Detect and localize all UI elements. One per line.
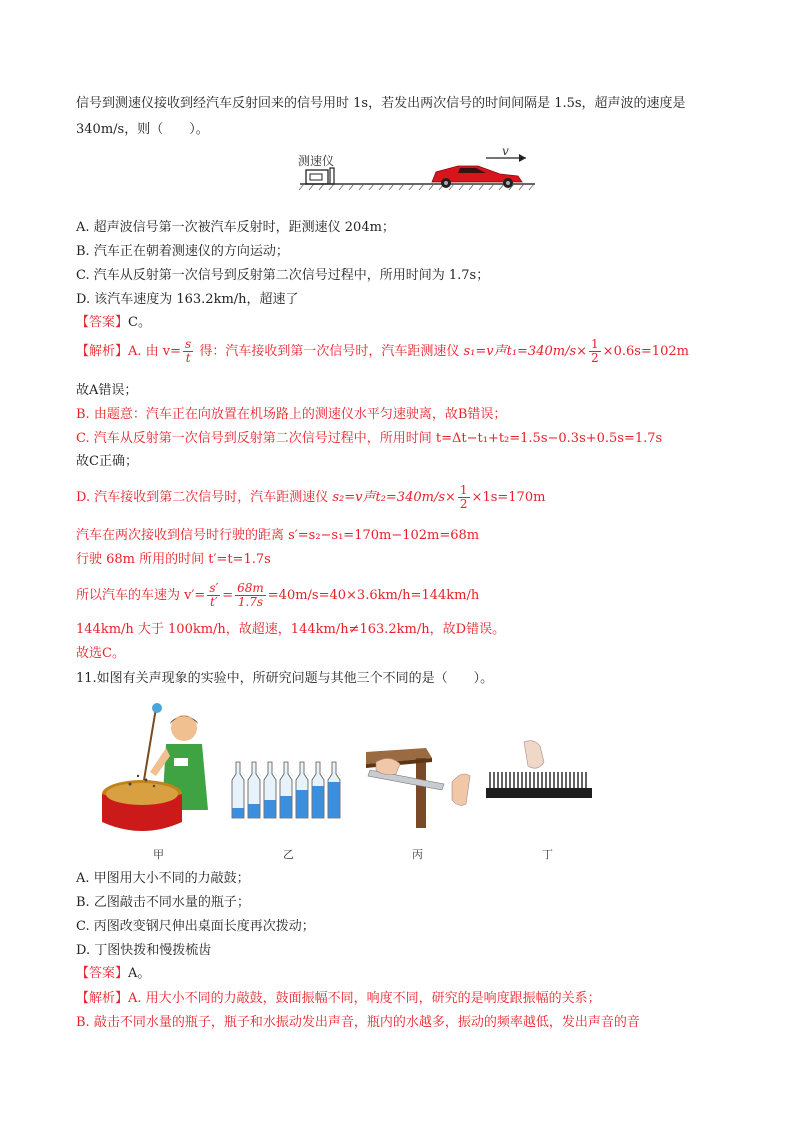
half-den: 2 bbox=[459, 497, 468, 511]
speed-end: =40m/s=40×3.6km/h=144km/h bbox=[267, 588, 480, 603]
speed-meter-label: 测速仪 bbox=[298, 154, 335, 168]
answer-value: A。 bbox=[128, 966, 151, 981]
q11-stem: 11.如图有关声现象的实验中，所研究问题与其他三个不同的是（ ）。 bbox=[76, 671, 494, 686]
frac-den: 1.7s bbox=[237, 595, 264, 609]
frac-num: s′ bbox=[209, 581, 219, 595]
analysis-a-text: A. 用大小不同的力敲鼓，鼓面振幅不同，响度不同，研究的是响度跟振幅的关系； bbox=[128, 991, 601, 1006]
q10-analysis-c-result: 故C正确； bbox=[76, 454, 138, 469]
fig-label-jia: 甲 bbox=[153, 848, 164, 861]
q10-stem-line1: 信号到测速仪接收到经汽车反射回来的信号用时 1s，若发出两次信号的时间间隔是 1.5s，超声波的速度是 bbox=[76, 96, 686, 111]
answer-value: C。 bbox=[128, 315, 151, 330]
fig-label-yi: 乙 bbox=[283, 848, 294, 861]
q10-time-line: 行驶 68m 所用的时间 t′=t=1.7s bbox=[76, 552, 271, 567]
frac-num: s bbox=[185, 337, 192, 351]
q11-option-a: A. 甲图用大小不同的力敲鼓； bbox=[76, 871, 250, 886]
q10-compare-line: 144km/h 大于 100km/h，故超速，144km/h≠163.2km/h，故D错误。 bbox=[76, 622, 506, 637]
half-den: 2 bbox=[591, 351, 599, 365]
q10-analysis-b: B. 由题意：汽车正在向放置在机场路上的测速仪水平匀速驶离，故B错误； bbox=[76, 407, 507, 422]
q10-analysis-a-result: 故A错误； bbox=[76, 383, 138, 398]
q10-analysis-d bbox=[76, 484, 545, 511]
frac-den: t bbox=[185, 351, 191, 365]
answer-tag: 【答案】 bbox=[76, 315, 129, 330]
q11-option-d: D. 丁图快拨和慢拨梳齿 bbox=[76, 943, 212, 958]
half-num: 1 bbox=[459, 483, 468, 497]
fig-label-bing: 丙 bbox=[412, 848, 423, 861]
q10-option-b: B. 汽车正在朝着测速仪的方向运动； bbox=[76, 244, 289, 259]
drum-figure bbox=[100, 700, 220, 840]
q11-option-c: C. 丙图改变钢尺伸出桌面长度再次拨动； bbox=[76, 919, 315, 934]
bottles-figure bbox=[228, 760, 354, 820]
q11-option-b: B. 乙图敲击不同水量的瓶子； bbox=[76, 895, 250, 910]
half-num: 1 bbox=[591, 337, 599, 351]
q10-speed-line bbox=[76, 582, 479, 609]
q10-choose-line: 故选C。 bbox=[76, 646, 125, 661]
analysis-d-end: ×1s=170m bbox=[471, 490, 546, 505]
q11-answer bbox=[76, 965, 150, 983]
analysis-a-end: ×0.6s=102m bbox=[602, 344, 689, 359]
analysis-a-formula: s₁=v声t₁=340m/s× bbox=[463, 344, 588, 359]
ruler-table-figure bbox=[366, 742, 476, 838]
q11-analysis-b: B. 敲击不同水量的瓶子，瓶子和水振动发出声音，瓶内的水越多，振动的频率越低，发出声音的音 bbox=[76, 1015, 640, 1030]
q10-option-c: C. 汽车从反射第一次信号到反射第二次信号过程中，所用时间为 1.7s； bbox=[76, 268, 490, 283]
q11-analysis-a bbox=[76, 990, 601, 1008]
comb-figure bbox=[484, 738, 594, 808]
q10-analysis-c: C. 汽车从反射第一次信号到反射第二次信号过程中，所用时间 t=Δt−t₁+t₂=1.5s−0.3s+0.5s=1.7s bbox=[76, 431, 663, 446]
analysis-tag: 【解析】 bbox=[76, 344, 129, 359]
frac-num: 68m bbox=[237, 581, 264, 595]
fig-label-ding: 丁 bbox=[542, 848, 553, 861]
analysis-tag: 【解析】 bbox=[76, 991, 129, 1006]
analysis-a-mid: 得：汽车接收到第一次信号时，汽车距测速仪 bbox=[195, 344, 464, 359]
analysis-d-formula: s₂=v声t₂=340m/s× bbox=[332, 490, 456, 505]
speed-pre: 所以汽车的车速为 v′= bbox=[76, 588, 206, 603]
answer-tag: 【答案】 bbox=[76, 966, 129, 981]
frac-den: t′ bbox=[210, 595, 218, 609]
analysis-a-pre: A. 由 v= bbox=[128, 344, 182, 359]
analysis-d-pre: D. 汽车接收到第二次信号时，汽车距测速仪 bbox=[76, 490, 333, 505]
q10-analysis-a bbox=[76, 338, 689, 365]
q10-answer bbox=[76, 314, 151, 332]
velocity-label: v bbox=[502, 144, 509, 158]
q10-option-a: A. 超声波信号第一次被汽车反射时，距测速仪 204m； bbox=[76, 220, 395, 235]
equals-sign: = bbox=[222, 588, 234, 603]
q10-distance-line: 汽车在两次接收到信号时行驶的距离 s′=s₂−s₁=170m−102m=68m bbox=[76, 528, 480, 543]
q10-stem-line2: 340m/s，则（ ）。 bbox=[76, 122, 209, 137]
q10-option-d: D. 该汽车速度为 163.2km/h，超速了 bbox=[76, 292, 299, 307]
